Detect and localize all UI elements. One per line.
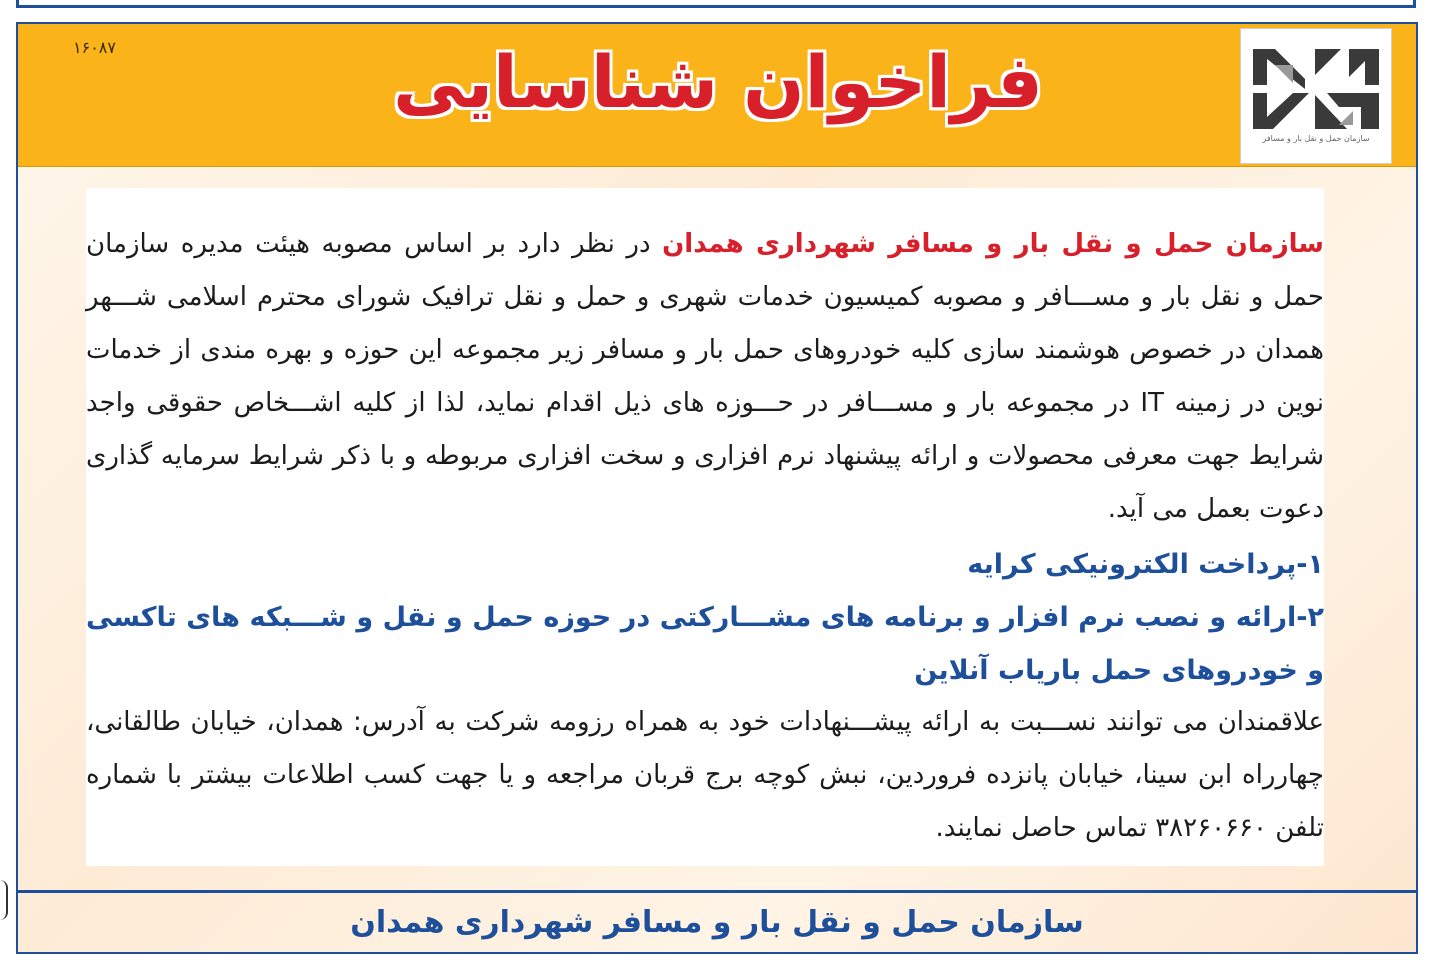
organization-logo [1240, 28, 1392, 164]
closing-paragraph: علاقمندان می توانند نســـبت به ارائه پیشـــنهادات خود به همراه رزومه شرکت به آدرس: همدان، خیابان طالقانی، چهارراه ابن سینا، خیابان پانزده فروردین، نبش کوچه برج قربان مراجعه و یا جهت کسب اطلاعات بیشتر با شماره تلفن ۳۸۲۶۰۶۶۰ تماس حاصل نمایند. [86, 707, 1324, 843]
top-strip [16, 0, 1416, 8]
footer-organization-name: سازمان حمل و نقل بار و مسافر شهرداری همدان [350, 905, 1084, 940]
footer-divider [18, 890, 1416, 893]
list-item-software-platforms: ۲-ارائه و نصب نرم افزار و برنامه های مشـــارکتی در حوزه حمل و نقل و شـــبکه های تاکسی و خودروهای حمل باریاب آنلاین [86, 602, 1324, 686]
page-title: فراخوان شناسایی [393, 40, 1043, 124]
side-bracket-mark [0, 880, 8, 920]
organization-name: سازمان حمل و نقل بار و مسافر شهرداری همدان [662, 229, 1324, 259]
announcement-body [86, 188, 1324, 866]
ad-number: ۱۶۰۸۷ [73, 38, 116, 57]
list-item-electronic-fare: ۱-پرداخت الکترونیکی کرایه [967, 549, 1324, 580]
intro-paragraph [86, 218, 1324, 536]
logo-caption: سازمان حمل و نقل بار و مسافر [1262, 134, 1370, 143]
header-banner [18, 24, 1416, 167]
announcement-frame [16, 22, 1418, 954]
logo-icon [1253, 45, 1379, 131]
intro-text: در نظر دارد بر اساس مصوبه هیئت مدیره سازمان حمل و نقل بار و مســـافر و مصوبه کمیسیون خدمات شهری و حمل و نقل ترافیک شورای محترم اسلامی شـــهر همدان در خصوص هوشمند سازی کلیه خودروهای حمل بار و مسافر زیر مجموعه این حوزه و بهره مندی از خدمات نوین در زمینه IT در مجموعه بار و مســـافر در حـــوزه های ذیل اقدام نماید، لذا از کلیه اشـــخاص حقوقی واجد شرایط جهت معرفی محصولات و ارائه پیشنهاد نرم افزاری و سخت افزاری مربوطه و با ذکر شرایط سرمایه گذاری دعوت بعمل می آید. [86, 229, 1324, 524]
